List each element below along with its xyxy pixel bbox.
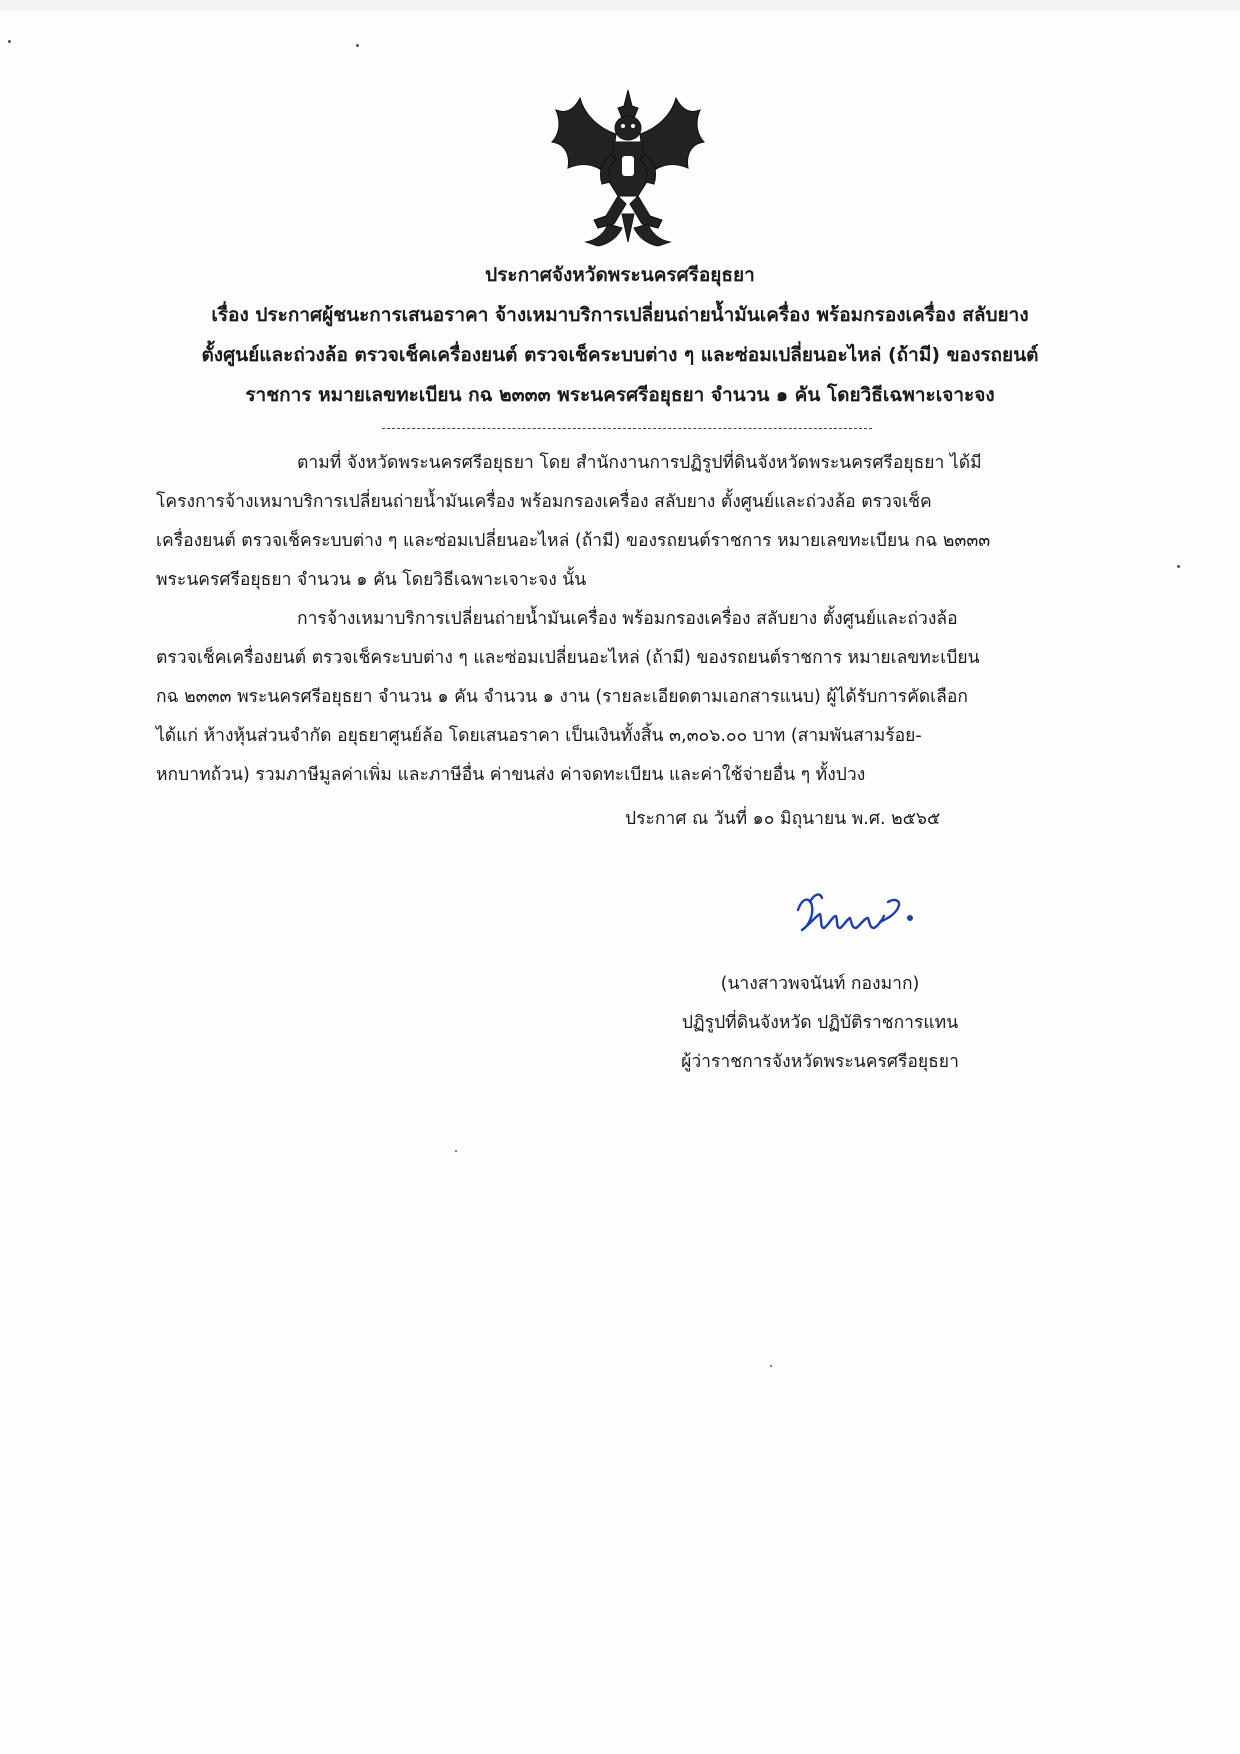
paragraph-line: กฉ ๒๓๓๓ พระนครศรีอยุธยา จำนวน ๑ คัน จำนวน ๑ งาน (รายละเอียดตามเอกสารแนบ) ผู้ได้รับการคัดเลือก [156,687,968,707]
subject-line: ตั้งศูนย์และถ่วงล้อ ตรวจเช็คเครื่องยนต์ ตรวจเช็คระบบต่าง ๆ และซ่อมเปลี่ยนอะไหล่ (ถ้ามี) ของรถยนต์ [201,344,1039,366]
dashed-separator [382,428,872,429]
scan-edge [0,0,1240,10]
paragraph-line: เครื่องยนต์ ตรวจเช็คระบบต่าง ๆ และซ่อมเปลี่ยนอะไหล่ (ถ้ามี) ของรถยนต์ราชการ หมายเลขทะเบียน กฉ ๒๓๓๓ [156,531,991,551]
announcement-agency-title: ประกาศจังหวัดพระนครศรีอยุธยา [485,264,755,286]
paragraph-line: หกบาทถ้วน) รวมภาษีมูลค่าเพิ่ม และภาษีอื่น ค่าขนส่ง ค่าจดทะเบียน และค่าใช้จ่ายอื่น ๆ ทั้งปวง [156,765,866,785]
paragraph-line: ได้แก่ ห้างหุ้นส่วนจำกัด อยุธยาศูนย์ล้อ โดยเสนอราคา เป็นเงินทั้งสิ้น ๓,๓๐๖.๐๐ บาท (สามพันสามร้อย- [156,726,922,746]
scan-speck [455,1150,457,1152]
signer-on-behalf: ผู้ว่าราชการจังหวัดพระนครศรีอยุธยา [681,1052,959,1072]
paragraph-line: โครงการจ้างเหมาบริการเปลี่ยนถ่ายน้ำมันเครื่อง พร้อมกรองเครื่อง สลับยาง ตั้งศูนย์และถ่วงล้อ ตรวจเช็ค [156,492,932,512]
scan-speck [8,40,11,43]
signer-position: ปฏิรูปที่ดินจังหวัด ปฏิบัติราชการแทน [681,1013,959,1033]
scan-speck [356,44,359,47]
paragraph-line: ตรวจเช็คเครื่องยนต์ ตรวจเช็คระบบต่าง ๆ และซ่อมเปลี่ยนอะไหล่ (ถ้ามี) ของรถยนต์ราชการ หมายเลขทะเบียน [156,648,980,668]
paragraph-line: การจ้างเหมาบริการเปลี่ยนถ่ายน้ำมันเครื่อง พร้อมกรองเครื่อง สลับยาง ตั้งศูนย์และถ่วงล้อ [297,609,958,629]
garuda-emblem [548,84,708,248]
subject-line: เรื่อง ประกาศผู้ชนะการเสนอราคา จ้างเหมาบริการเปลี่ยนถ่ายน้ำมันเครื่อง พร้อมกรองเครื่อง สลับยาง [211,304,1029,326]
paragraph-line: ตามที่ จังหวัดพระนครศรีอยุธยา โดย สำนักงานการปฏิรูปที่ดินจังหวัดพระนครศรีอยุธยา ได้มี [297,453,982,473]
announcement-date: ประกาศ ณ วันที่ ๑๐ มิถุนายน พ.ศ. ๒๕๖๕ [625,809,941,829]
signer-block [640,965,1000,1082]
body-paragraph-1 [156,444,1080,600]
signer-name: (นางสาวพจนันท์ กองมาก) [720,974,920,994]
body-paragraph-2 [156,600,1080,795]
handwritten-signature [780,880,940,950]
subject-line: ราชการ หมายเลขทะเบียน กฉ ๒๓๓๓ พระนครศรีอยุธยา จำนวน ๑ คัน โดยวิธีเฉพาะเจาะจง [245,384,995,406]
announcement-subject [150,295,1090,415]
scan-speck [770,1365,772,1367]
paragraph-line: พระนครศรีอยุธยา จำนวน ๑ คัน โดยวิธีเฉพาะเจาะจง นั้น [156,570,587,590]
scan-speck [1177,565,1180,568]
